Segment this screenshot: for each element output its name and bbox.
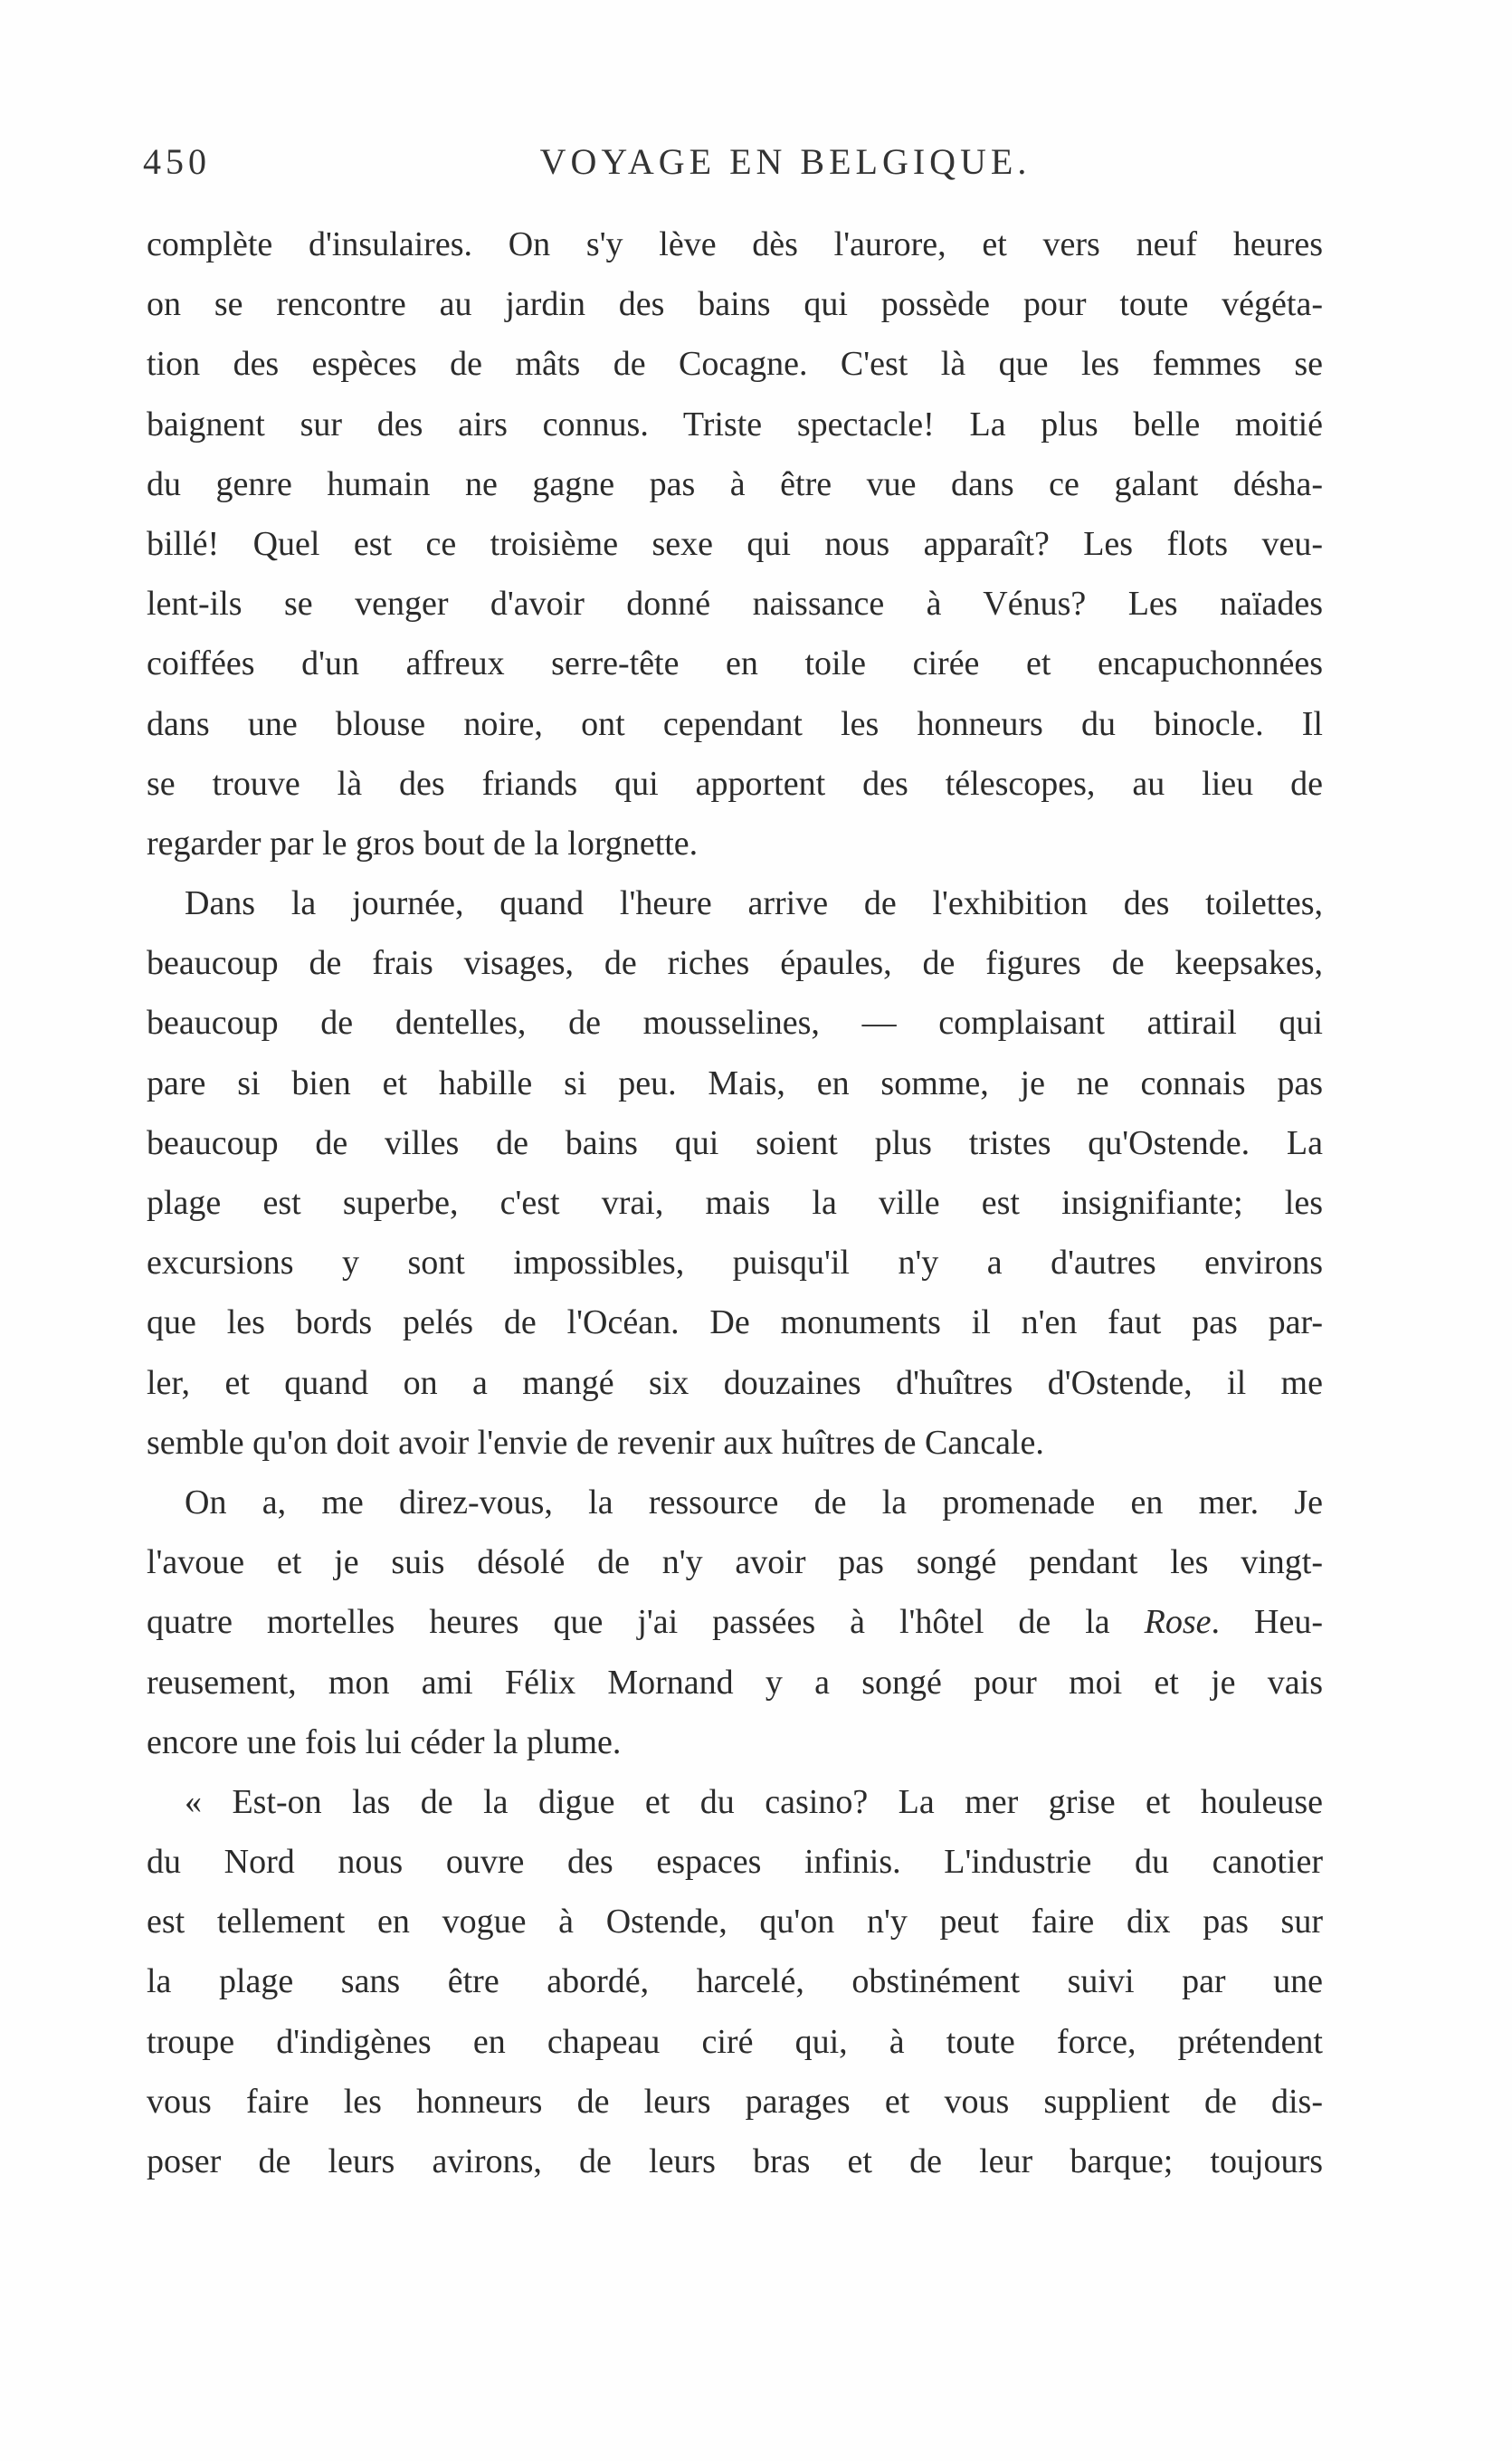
text-line: « Est-on las de la digue et du casino? La mer grise et houleuse	[185, 1782, 1323, 1821]
text-line: coiffées d'un affreux serre-tête en toile cirée et encapuchonnées	[147, 644, 1323, 683]
text-line: poser de leurs avirons, de leurs bras et de leur barque; toujours	[147, 2142, 1323, 2180]
text-line: troupe d'indigènes en chapeau ciré qui, à toute force, prétendent	[147, 2022, 1323, 2061]
text-line: Dans la journée, quand l'heure arrive de l'exhibition des toilettes,	[185, 884, 1323, 923]
text-line: billé! Quel est ce troisième sexe qui nous apparaît? Les flots veu-	[147, 524, 1323, 563]
running-title: VOYAGE EN BELGIQUE.	[539, 141, 1032, 182]
text-line: est tellement en vogue à Ostende, qu'on n'y peut faire dix pas sur	[147, 1903, 1323, 1941]
text-segment: quatre mortelles heures que j'ai passées à l'hôtel de la	[147, 1603, 1110, 1642]
text-line: plage est superbe, c'est vrai, mais la ville est insignifiante; les	[147, 1184, 1323, 1222]
text-line: semble qu'on doit avoir l'envie de revenir aux huîtres de Cancale.	[147, 1423, 1044, 1462]
text-line: complète d'insulaires. On s'y lève dès l'aurore, et vers neuf heures	[147, 225, 1323, 263]
body-text	[147, 215, 1323, 2191]
text-segment: . Heu-	[1211, 1603, 1324, 1642]
text-line: la plage sans être abordé, harcelé, obstinément suivi par une	[147, 1962, 1323, 2001]
text-line: vous faire les honneurs de leurs parages et vous supplient de dis-	[147, 2082, 1323, 2121]
text-line: regarder par le gros bout de la lorgnette.	[147, 824, 699, 863]
text-line: beaucoup de frais visages, de riches épaules, de figures de keepsakes,	[147, 944, 1323, 983]
text-line: beaucoup de dentelles, de mousselines, — complaisant attirail qui	[147, 1004, 1323, 1043]
text-line: l'avoue et je suis désolé de n'y avoir pas songé pendant les vingt-	[147, 1543, 1323, 1582]
text-line: encore une fois lui céder la plume.	[147, 1722, 622, 1761]
text-line-with-italic	[147, 1592, 1323, 1652]
text-line: que les bords pelés de l'Océan. De monuments il n'en faut pas par-	[147, 1303, 1323, 1342]
text-line: excursions y sont impossibles, puisqu'il n'y a d'autres environs	[147, 1244, 1323, 1283]
text-line: dans une blouse noire, ont cependant les honneurs du binocle. Il	[147, 704, 1323, 743]
text-line: du Nord nous ouvre des espaces infinis. L'industrie du canotier	[147, 1843, 1323, 1882]
text-line: baignent sur des airs connus. Triste spectacle! La plus belle moitié	[147, 405, 1323, 444]
text-line: lent-ils se venger d'avoir donné naissance à Vénus? Les naïades	[147, 585, 1323, 624]
text-line: ler, et quand on a mangé six douzaines d'huîtres d'Ostende, il me	[147, 1363, 1323, 1402]
text-line: tion des espèces de mâts de Cocagne. C'est là que les femmes se	[147, 345, 1323, 384]
text-line: beaucoup de villes de bains qui soient plus tristes qu'Ostende. La	[147, 1123, 1323, 1162]
page-number: 450	[143, 141, 211, 182]
text-line: On a, me direz-vous, la ressource de la promenade en mer. Je	[185, 1483, 1323, 1521]
text-line: pare si bien et habille si peu. Mais, en somme, je ne connais pas	[147, 1064, 1323, 1102]
text-line: reusement, mon ami Félix Mornand y a songé pour moi et je vais	[147, 1663, 1323, 1702]
text-line: on se rencontre au jardin des bains qui possède pour toute végéta-	[147, 285, 1323, 324]
hotel-name-italic: Rose	[1144, 1603, 1212, 1642]
text-line: se trouve là des friands qui apportent des télescopes, au lieu de	[147, 764, 1323, 803]
running-head	[143, 140, 1328, 195]
text-line: du genre humain ne gagne pas à être vue dans ce galant désha-	[147, 464, 1323, 503]
